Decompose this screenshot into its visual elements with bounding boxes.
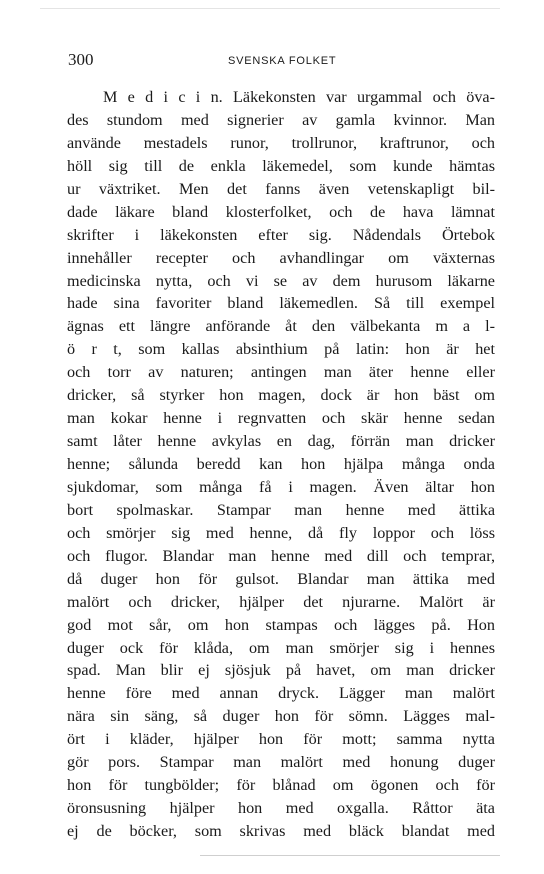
text-line: nära sin säng, så duger hon för sömn. Lägges mal- [67,707,495,726]
text-line: då duger hon för gulsot. Blandar man ättika med [67,569,495,588]
text-line: samt låter henne avkylas en dag, förrän man dricker [67,432,495,451]
running-head: SVENSKA FOLKET [228,55,337,67]
text-line: ört i kläder, hjälper hon för mott; samma nytta [67,730,495,749]
text-line: sjukdomar, som många få i magen. Även ältar hon [67,477,495,496]
text-line: dricker, så styrker hon magen, dock är hon bäst om [67,386,495,405]
top-edge-rule [40,8,500,9]
text-line: ö r t, som kallas absinthium på latin: hon är het [67,340,495,359]
text-line: skrifter i läkekonsten efter sig. Nådendals Örtebok [67,225,495,244]
page-header [68,50,498,72]
text-line: henne före med annan dryck. Lägger man malört [67,684,495,703]
text-line: ej de böcker, som skrivas med bläck blandat med [67,822,495,840]
text-line: des stundom med signerier av gamla kvinnor. Man [67,110,495,129]
body-text [67,86,495,843]
text-line: god mot sår, om hon stampas och lägges på. Hon [67,615,495,634]
text-line: malört och dricker, hjälper det njurarne. Malört är [67,592,495,611]
text-line: ägnas ett längre anförande åt den välbekanta m a l- [67,317,495,336]
page-number: 300 [68,50,94,69]
text-line: medicinska nytta, och vi se av dem hurusom läkarne [67,271,495,290]
text-line: dade läkare bland klosterfolket, och de hava lämnat [67,202,495,221]
text-line: och torr av naturen; antingen man äter henne eller [67,363,495,382]
text-line: M e d i c i n. Läkekonsten var urgammal och öva- [103,88,495,106]
text-line: hon för tungbölder; för blånad om ögonen och för [67,776,495,795]
bottom-edge-rule [200,855,500,856]
text-line: och smörjer sig med henne, då fly loppor och löss [67,523,495,542]
text-line: duger ock för klåda, om man smörjer sig i hennes [67,638,495,657]
text-line: öronsusning hjälper hon med oxgalla. Råttor äta [67,799,495,818]
text-line: man kokar henne i regnvatten och skär henne sedan [67,409,495,428]
text-line: spad. Man blir ej sjösjuk på havet, om man dricker [67,661,495,680]
text-line: henne; sålunda beredd kan hon hjälpa många onda [67,455,495,473]
text-line: använde mestadels runor, trollrunor, kraftrunor, och [67,133,495,152]
text-line: ur växtriket. Men det fanns även vetenskapligt bil- [67,179,495,198]
text-line: gör pors. Stampar man malört med honung duger [67,753,495,772]
text-line: och flugor. Blandar man henne med dill och temprar, [67,546,495,565]
text-line: höll sig till de enkla läkemedel, som kunde hämtas [67,156,495,175]
text-line: bort spolmaskar. Stampar man henne med ättika [67,500,495,519]
text-line: hade sina favoriter bland läkemedlen. Så till exempel [67,294,495,313]
text-line: innehåller recepter och avhandlingar om växternas [67,248,495,267]
